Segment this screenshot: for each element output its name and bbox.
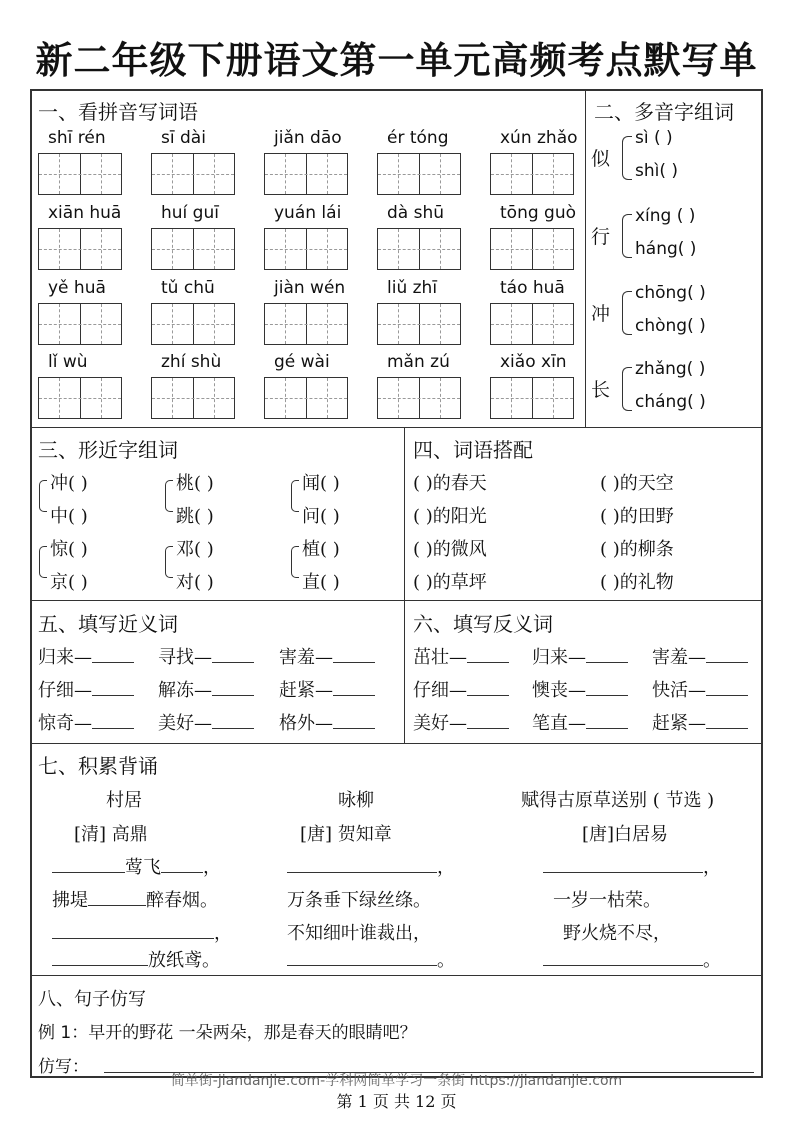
fill-item[interactable]: 赶紧— <box>652 709 748 735</box>
tianzige-box[interactable] <box>264 303 348 345</box>
sec3-title: 三、形近字组词 <box>38 438 178 462</box>
sec4-r2-c1[interactable]: ( )的柳条 <box>600 539 674 560</box>
xingjin-item[interactable]: 对( ) <box>176 572 214 593</box>
blank[interactable] <box>543 948 703 966</box>
poem1-line2[interactable]: 拂堤 醉春烟。 <box>52 890 218 911</box>
xingjin-item[interactable]: 邓( ) <box>176 539 214 560</box>
tianzige-box[interactable] <box>490 303 574 345</box>
poem3-line2: 一岁一枯荣。 <box>553 890 661 911</box>
duoyin-char: 似 <box>591 148 611 170</box>
brace <box>622 291 632 335</box>
brace <box>291 480 299 512</box>
tianzige-box[interactable] <box>377 303 461 345</box>
xingjin-item[interactable]: 直( ) <box>302 572 340 593</box>
pinyin-label: sī dài <box>161 128 206 148</box>
page-number: 第 1 页 共 12 页 <box>336 1092 457 1111</box>
pinyin-label: yuán lái <box>274 203 342 223</box>
brace <box>39 546 47 578</box>
fill-item[interactable]: 格外— <box>279 709 375 735</box>
poem3-author: [唐]白居易 <box>582 824 669 845</box>
poem1-line1[interactable]: 莺飞 ， <box>52 853 221 879</box>
sec4-r3-c1[interactable]: ( )的礼物 <box>600 572 674 593</box>
fill-item[interactable]: 害羞— <box>652 643 748 669</box>
poem3-line3: 野火烧不尽， <box>563 923 671 944</box>
duoyin-reading-b[interactable]: shì( ) <box>635 161 679 181</box>
blank[interactable] <box>467 711 509 729</box>
tianzige-box[interactable] <box>38 303 122 345</box>
divider-h-after-sec5 <box>31 743 762 744</box>
tianzige-box[interactable] <box>151 153 235 195</box>
divider-v-sec3-sec4 <box>404 427 405 743</box>
blank[interactable] <box>586 678 628 696</box>
blank[interactable] <box>586 711 628 729</box>
xingjin-item[interactable]: 跳( ) <box>176 506 214 527</box>
blank[interactable] <box>92 711 134 729</box>
tianzige-box[interactable] <box>377 228 461 270</box>
pinyin-label: ér tóng <box>387 128 449 148</box>
xingjin-item[interactable]: 问( ) <box>302 506 340 527</box>
blank[interactable] <box>706 645 748 663</box>
brace <box>622 136 632 180</box>
duoyin-reading-a[interactable]: chōng( ) <box>635 283 706 303</box>
tianzige-box[interactable] <box>490 377 574 419</box>
blank[interactable] <box>287 948 437 966</box>
poem2-line2: 万条垂下绿丝绦。 <box>287 890 431 911</box>
xingjin-item[interactable]: 桃( ) <box>176 473 214 494</box>
divider-h-after-sec1 <box>31 427 762 428</box>
fill-item[interactable]: 茁壮— <box>413 643 509 669</box>
poem1-title: 村居 <box>106 790 142 811</box>
duoyin-reading-a[interactable]: xíng ( ) <box>635 206 696 226</box>
sec8-example: 例 1：早开的野花 一朵两朵，那是春天的眼睛吧？ <box>38 1023 417 1043</box>
blank[interactable] <box>287 855 437 873</box>
blank[interactable] <box>52 948 148 966</box>
poem2-line3: 不知细叶谁裁出， <box>287 923 431 944</box>
sec4-r0-c0[interactable]: ( )的春天 <box>413 473 487 494</box>
brace <box>39 480 47 512</box>
fill-item[interactable]: 美好— <box>413 709 509 735</box>
pinyin-label: dà shū <box>387 203 445 223</box>
blank[interactable] <box>333 645 375 663</box>
pinyin-label: yě huā <box>48 278 106 298</box>
blank[interactable] <box>333 711 375 729</box>
poem2-author: [唐] 贺知章 <box>300 824 392 845</box>
duoyin-reading-a[interactable]: sì ( ) <box>635 128 673 148</box>
fill-item[interactable]: 仔细— <box>38 676 134 702</box>
tianzige-box[interactable] <box>264 228 348 270</box>
xingjin-item[interactable]: 中( ) <box>50 506 88 527</box>
tianzige-box[interactable] <box>38 377 122 419</box>
blank[interactable] <box>543 855 703 873</box>
duoyin-char: 冲 <box>591 303 611 325</box>
sec4-title: 四、词语搭配 <box>413 438 533 462</box>
fill-item[interactable]: 赶紧— <box>279 676 375 702</box>
sec4-r3-c0[interactable]: ( )的草坪 <box>413 572 487 593</box>
brace <box>291 546 299 578</box>
brace <box>165 546 173 578</box>
sec4-r2-c0[interactable]: ( )的微风 <box>413 539 487 560</box>
tianzige-box[interactable] <box>151 377 235 419</box>
pinyin-label: liǔ zhī <box>387 278 438 298</box>
xingjin-item[interactable]: 闻( ) <box>302 473 340 494</box>
duoyin-reading-b[interactable]: háng( ) <box>635 239 697 259</box>
blank[interactable] <box>467 645 509 663</box>
sec2-title: 二、多音字组词 <box>594 100 734 124</box>
tianzige-box[interactable] <box>377 153 461 195</box>
blank[interactable] <box>92 645 134 663</box>
blank[interactable] <box>52 855 125 873</box>
divider-v-sec1-sec2 <box>585 90 586 427</box>
pinyin-label: jiǎn dāo <box>274 128 342 148</box>
poem2-line1[interactable]: ， <box>287 853 455 879</box>
brace <box>622 367 632 411</box>
poem3-line1[interactable]: ， <box>543 853 721 879</box>
pinyin-label: jiàn wén <box>274 278 346 298</box>
poem2-title: 咏柳 <box>338 790 374 811</box>
tianzige-box[interactable] <box>38 153 122 195</box>
blank[interactable] <box>706 678 748 696</box>
xingjin-item[interactable]: 冲( ) <box>50 473 88 494</box>
blank[interactable] <box>52 921 214 939</box>
pinyin-label: shī rén <box>48 128 106 148</box>
fill-item[interactable]: 笔直— <box>532 709 628 735</box>
duoyin-reading-b[interactable]: cháng( ) <box>635 392 706 412</box>
blank[interactable] <box>161 855 203 873</box>
fill-item[interactable]: 惊奇— <box>38 709 134 735</box>
pinyin-label: táo huā <box>500 278 565 298</box>
fill-item[interactable]: 仔细— <box>413 676 509 702</box>
duoyin-reading-a[interactable]: zhǎng( ) <box>635 359 706 379</box>
page-title: 新二年级下册语文第一单元高频考点默写单 <box>35 39 758 82</box>
pinyin-label: tǔ chū <box>161 278 215 298</box>
xingjin-item[interactable]: 惊( ) <box>50 539 88 560</box>
fill-item[interactable]: 快活— <box>652 676 748 702</box>
pinyin-label: mǎn zú <box>387 352 450 372</box>
duoyin-char: 长 <box>591 379 611 401</box>
sec4-r1-c0[interactable]: ( )的阳光 <box>413 506 487 527</box>
sec4-r0-c1[interactable]: ( )的天空 <box>600 473 674 494</box>
pinyin-label: xiān huā <box>48 203 122 223</box>
duoyin-char: 行 <box>591 226 611 248</box>
sec8-practice-label: 仿写： <box>38 1057 89 1077</box>
sec1-title: 一、看拼音写词语 <box>38 100 198 124</box>
brace <box>165 480 173 512</box>
fill-item[interactable]: 解冻— <box>158 676 254 702</box>
xingjin-item[interactable]: 京( ) <box>50 572 88 593</box>
fill-item[interactable]: 归来— <box>38 643 134 669</box>
pinyin-label: xún zhǎo <box>500 128 578 148</box>
blank[interactable] <box>212 645 254 663</box>
blank[interactable] <box>333 678 375 696</box>
tianzige-box[interactable] <box>264 153 348 195</box>
fill-item[interactable]: 懊丧— <box>532 676 628 702</box>
tianzige-box[interactable] <box>490 153 574 195</box>
poem1-line3[interactable]: ， <box>52 919 232 945</box>
divider-h-after-sec3 <box>31 600 762 601</box>
blank[interactable] <box>706 711 748 729</box>
sec7-title: 七、积累背诵 <box>38 754 158 778</box>
poem1-line4[interactable]: 放纸鸢。 <box>52 946 220 972</box>
fill-item[interactable]: 美好— <box>158 709 254 735</box>
pinyin-label: gé wài <box>274 352 330 372</box>
pinyin-label: zhí shù <box>161 352 222 372</box>
xingjin-item[interactable]: 植( ) <box>302 539 340 560</box>
poem1-author: [清] 高鼎 <box>74 824 148 845</box>
blank[interactable] <box>586 645 628 663</box>
duoyin-reading-b[interactable]: chòng( ) <box>635 316 706 336</box>
pinyin-label: tōng guò <box>500 203 577 223</box>
pinyin-label: huí guī <box>161 203 219 223</box>
tianzige-box[interactable] <box>38 228 122 270</box>
blank[interactable] <box>92 678 134 696</box>
pinyin-label: lǐ wù <box>48 352 88 372</box>
tianzige-box[interactable] <box>490 228 574 270</box>
fill-item[interactable]: 害羞— <box>279 643 375 669</box>
blank[interactable] <box>212 678 254 696</box>
fill-item[interactable]: 寻找— <box>158 643 254 669</box>
brace <box>622 214 632 258</box>
tianzige-box[interactable] <box>151 303 235 345</box>
blank[interactable] <box>467 678 509 696</box>
poem3-title: 赋得古原草送别 ( 节选 ) <box>521 790 715 811</box>
poem3-line4[interactable]: 。 <box>543 946 721 972</box>
sec8-title: 八、句子仿写 <box>38 989 146 1010</box>
divider-h-after-sec7 <box>31 975 762 976</box>
blank[interactable] <box>88 888 146 906</box>
blank[interactable] <box>212 711 254 729</box>
fill-item[interactable]: 归来— <box>532 643 628 669</box>
sec5-title: 五、填写近义词 <box>38 612 178 636</box>
sec6-title: 六、填写反义词 <box>413 612 553 636</box>
footer-watermark-url: 简单街-jiandanjie.com-学科网简单学习一条街 https://jiandanjie.com <box>170 1073 623 1089</box>
poem2-line4[interactable]: 。 <box>287 946 455 972</box>
sec4-r1-c1[interactable]: ( )的田野 <box>600 506 674 527</box>
pinyin-label: xiǎo xīn <box>500 352 567 372</box>
tianzige-box[interactable] <box>377 377 461 419</box>
tianzige-box[interactable] <box>151 228 235 270</box>
tianzige-box[interactable] <box>264 377 348 419</box>
